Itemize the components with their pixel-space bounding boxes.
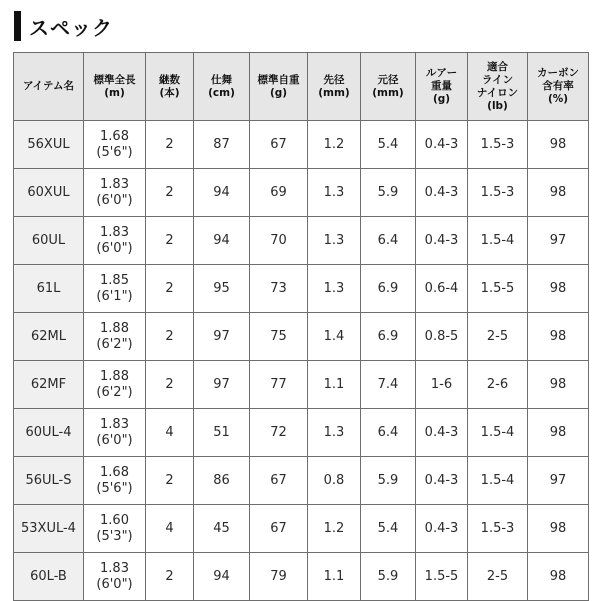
table-row [14,409,589,457]
closed-length-cell: 94 [194,217,250,265]
section-heading [14,9,113,43]
butt-diameter-cell: 5.9 [361,553,416,601]
weight-cell: 70 [250,217,308,265]
closed-length-cell: 86 [194,457,250,505]
closed-length-cell: 94 [194,169,250,217]
item-name-cell: 60UL [14,217,84,265]
weight-cell: 67 [250,457,308,505]
header-line-text: 含有率 [542,80,574,92]
carbon-cell: 98 [528,313,589,361]
butt-diameter-cell: 5.4 [361,505,416,553]
weight-cell: 67 [250,505,308,553]
header-line-text: 先径 [323,73,345,86]
tip-diameter-cell: 0.8 [308,457,361,505]
length-meters: 1.83 [100,176,129,192]
carbon-cell: 98 [528,553,589,601]
pieces-cell: 2 [146,313,194,361]
length-feet: (6'2") [96,336,133,352]
table-row [14,217,589,265]
header-line-text: カーボン [537,67,579,79]
lure-weight-cell: 0.8-5 [416,313,468,361]
lure-weight-cell: 0.4-3 [416,457,468,505]
butt-diameter-cell: 6.9 [361,265,416,313]
lure-weight-cell: 1-6 [416,361,468,409]
length-meters: 1.85 [100,272,129,288]
line-cell: 1.5-3 [468,169,528,217]
header-line-text: (g) [269,86,288,99]
header-lure-weight [416,53,468,121]
header-line-text: 仕舞 [211,73,232,86]
item-name-cell: 56XUL [14,121,84,169]
closed-length-cell: 87 [194,121,250,169]
butt-diameter-cell: 7.4 [361,361,416,409]
header-line-text: (lb) [487,99,508,112]
tip-diameter-cell: 1.2 [308,505,361,553]
tip-diameter-cell: 1.1 [308,553,361,601]
length-meters: 1.60 [100,512,129,528]
table-row [14,121,589,169]
length-cell [84,361,146,409]
header-line-text: ルアー [425,67,458,79]
butt-diameter-cell: 5.4 [361,121,416,169]
weight-cell: 67 [250,121,308,169]
lure-weight-cell: 1.5-5 [416,553,468,601]
item-name-cell: 53XUL-4 [14,505,84,553]
header-line-text: (本) [159,86,180,99]
header-weight [250,53,308,121]
length-feet: (6'0") [96,432,133,448]
table-row [14,361,589,409]
carbon-cell: 98 [528,121,589,169]
pieces-cell: 2 [146,361,194,409]
pieces-cell: 4 [146,505,194,553]
lure-weight-cell: 0.4-3 [416,121,468,169]
header-length [84,53,146,121]
closed-length-cell: 97 [194,361,250,409]
closed-length-cell: 51 [194,409,250,457]
tip-diameter-cell: 1.1 [308,361,361,409]
length-cell [84,217,146,265]
header-line-text: ライン [481,73,514,86]
carbon-cell: 97 [528,217,589,265]
weight-cell: 72 [250,409,308,457]
pieces-cell: 2 [146,217,194,265]
header-line-text: (mm) [318,86,350,99]
header-carbon [528,53,589,121]
weight-cell: 73 [250,265,308,313]
spec-table [13,52,589,601]
carbon-cell: 98 [528,409,589,457]
weight-cell: 75 [250,313,308,361]
carbon-cell: 98 [528,169,589,217]
line-cell: 1.5-4 [468,409,528,457]
closed-length-cell: 97 [194,313,250,361]
header-line-text: 継数 [159,73,180,86]
item-name-cell: 62ML [14,313,84,361]
table-row [14,313,589,361]
lure-weight-cell: 0.4-3 [416,169,468,217]
header-line-text: 適合 [487,60,508,73]
item-name-cell: 61L [14,265,84,313]
length-cell [84,457,146,505]
lure-weight-cell: 0.4-3 [416,217,468,265]
length-meters: 1.83 [100,560,129,576]
table-body [14,121,589,601]
length-feet: (5'3") [96,528,133,544]
heading-accent-bar [14,11,21,41]
item-name-cell: 62MF [14,361,84,409]
line-cell: 2-5 [468,553,528,601]
weight-cell: 79 [250,553,308,601]
table-row [14,457,589,505]
header-closed-length [194,53,250,121]
length-feet: (6'0") [96,240,133,256]
length-cell [84,169,146,217]
header-pieces [146,53,194,121]
line-cell: 2-5 [468,313,528,361]
lure-weight-cell: 0.6-4 [416,265,468,313]
length-cell [84,265,146,313]
butt-diameter-cell: 5.9 [361,457,416,505]
table-row [14,505,589,553]
weight-cell: 69 [250,169,308,217]
line-cell: 1.5-5 [468,265,528,313]
length-cell [84,505,146,553]
butt-diameter-cell: 6.9 [361,313,416,361]
length-feet: (6'1") [96,288,133,304]
lure-weight-cell: 0.4-3 [416,409,468,457]
tip-diameter-cell: 1.4 [308,313,361,361]
line-cell: 1.5-4 [468,217,528,265]
header-line [468,53,528,121]
header-line-text: (mm) [372,86,404,99]
header-butt-diameter [361,53,416,121]
header-line-text: ナイロン [476,86,519,99]
item-name-cell: 60L-B [14,553,84,601]
length-meters: 1.83 [100,224,129,240]
weight-cell: 77 [250,361,308,409]
table-row [14,265,589,313]
page-title: スペック [29,15,113,40]
length-cell [84,121,146,169]
butt-diameter-cell: 6.4 [361,409,416,457]
table-row [14,169,589,217]
butt-diameter-cell: 6.4 [361,217,416,265]
header-line-text: (cm) [208,86,235,99]
header-line-text: (m) [104,86,125,99]
closed-length-cell: 94 [194,553,250,601]
item-name-cell: 60UL-4 [14,409,84,457]
header-line-text: 元径 [377,73,399,86]
tip-diameter-cell: 1.3 [308,409,361,457]
pieces-cell: 2 [146,457,194,505]
header-line-text: アイテム名 [22,80,75,92]
carbon-cell: 98 [528,265,589,313]
carbon-cell: 98 [528,505,589,553]
length-feet: (5'6") [96,480,133,496]
header-line-text: 標準自重 [257,73,300,86]
tip-diameter-cell: 1.3 [308,169,361,217]
closed-length-cell: 45 [194,505,250,553]
pieces-cell: 2 [146,553,194,601]
header-item-name [14,53,84,121]
line-cell: 2-6 [468,361,528,409]
line-cell: 1.5-4 [468,457,528,505]
table-row [14,553,589,601]
length-meters: 1.83 [100,416,129,432]
length-meters: 1.88 [100,368,129,384]
header-tip-diameter [308,53,361,121]
tip-diameter-cell: 1.2 [308,121,361,169]
line-cell: 1.5-3 [468,121,528,169]
carbon-cell: 98 [528,361,589,409]
length-meters: 1.68 [100,464,129,480]
closed-length-cell: 95 [194,265,250,313]
line-cell: 1.5-3 [468,505,528,553]
length-meters: 1.88 [100,320,129,336]
tip-diameter-cell: 1.3 [308,217,361,265]
length-feet: (5'6") [96,144,133,160]
header-line-text: 標準全長 [93,73,136,86]
pieces-cell: 4 [146,409,194,457]
length-cell [84,313,146,361]
length-cell [84,409,146,457]
header-line-text: (%) [547,93,569,105]
tip-diameter-cell: 1.3 [308,265,361,313]
header-line-text: (g) [432,93,451,105]
item-name-cell: 56UL-S [14,457,84,505]
carbon-cell: 97 [528,457,589,505]
header-line-text: 重量 [431,80,452,92]
length-meters: 1.68 [100,128,129,144]
pieces-cell: 2 [146,169,194,217]
lure-weight-cell: 0.4-3 [416,505,468,553]
length-feet: (6'0") [96,576,133,592]
pieces-cell: 2 [146,121,194,169]
length-cell [84,553,146,601]
length-feet: (6'0") [96,192,133,208]
item-name-cell: 60XUL [14,169,84,217]
table-header-row [14,53,589,121]
length-feet: (6'2") [96,384,133,400]
pieces-cell: 2 [146,265,194,313]
butt-diameter-cell: 5.9 [361,169,416,217]
